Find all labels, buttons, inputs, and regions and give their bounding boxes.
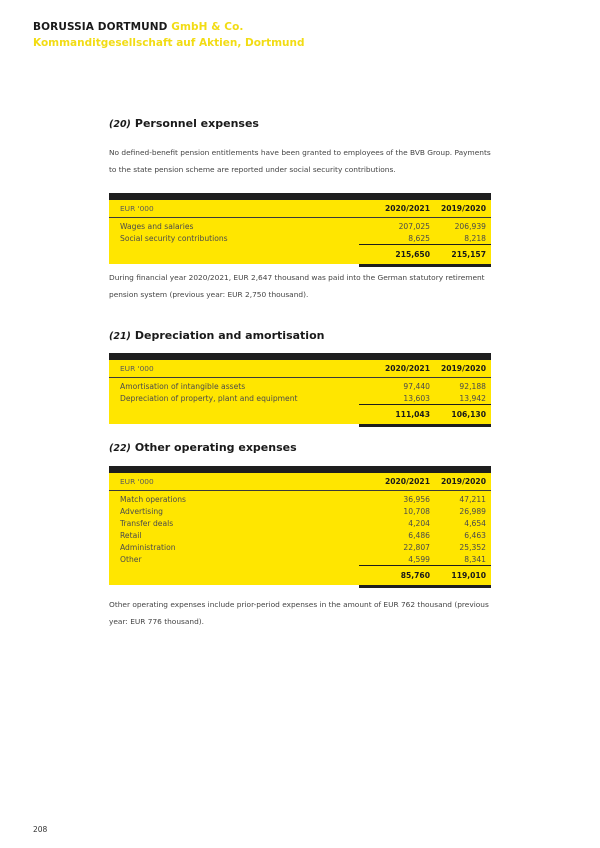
- pension-note-paragraph: During financial year 2020/2021, EUR 2,647 thousand was paid into the German statutory retirement pension system (previous year: EUR 2,750 thousand).: [109, 273, 485, 299]
- personnel-expenses-table: [109, 193, 491, 267]
- table-row: Advertising 10,708 26,989: [120, 506, 486, 516]
- table-header-row: EUR '000 2020/2021 2019/2020: [109, 473, 491, 491]
- table-header-row: EUR '000 2020/2021 2019/2020: [109, 200, 491, 218]
- table-row: Other 4,599 8,341: [120, 554, 486, 564]
- section-title-personnel-expenses: (20) Personnel expenses: [109, 117, 259, 130]
- table-row: Transfer deals 4,204 4,654: [120, 518, 486, 528]
- depreciation-table: [109, 353, 491, 427]
- company-name: BORUSSIA DORTMUND GmbH & Co.: [33, 21, 244, 33]
- table-row: Wages and salaries 207,025 206,939: [120, 221, 486, 231]
- table-total-row: 111,043 106,130: [395, 409, 486, 419]
- section-title-other-operating-expenses: (22) Other operating expenses: [109, 441, 297, 454]
- table-total-row: 215,650 215,157: [395, 249, 486, 259]
- other-operating-expenses-table: [109, 466, 491, 588]
- table-header-row: EUR '000 2020/2021 2019/2020: [109, 360, 491, 378]
- company-subtitle: Kommanditgesellschaft auf Aktien, Dortmund: [33, 37, 305, 49]
- table-row: Amortisation of intangible assets 97,440 92,188: [120, 381, 486, 391]
- table-row: Administration 22,807 25,352: [120, 542, 486, 552]
- table-row: Retail 6,486 6,463: [120, 530, 486, 540]
- page-number: 208: [33, 825, 48, 834]
- prior-period-note-paragraph: Other operating expenses include prior-period expenses in the amount of EUR 762 thousand (previous year: EUR 776 thousand).: [109, 600, 489, 626]
- company-suffix: GmbH & Co.: [171, 21, 244, 33]
- table-row: Depreciation of property, plant and equipment 13,603 13,942: [120, 393, 486, 403]
- table-row: Match operations 36,956 47,211: [120, 494, 486, 504]
- table-row: Social security contributions 8,625 8,218: [120, 233, 486, 243]
- table-total-row: 85,760 119,010: [400, 570, 486, 580]
- section-title-depreciation: (21) Depreciation and amortisation: [109, 329, 325, 342]
- personnel-intro-paragraph: No defined-benefit pension entitlements have been granted to employees of the BVB Group. Payments to the state pension scheme are reported under social security contributions.: [109, 148, 491, 174]
- document-header: [33, 19, 305, 51]
